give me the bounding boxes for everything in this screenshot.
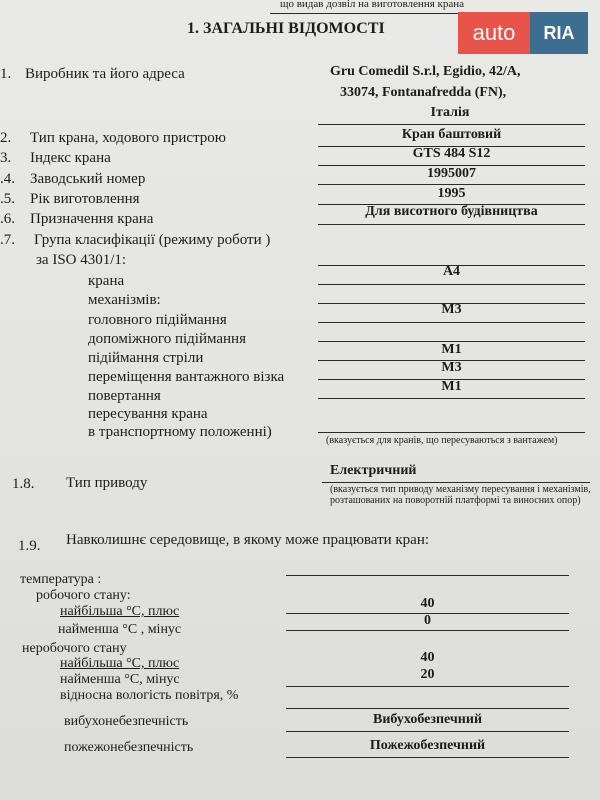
classification-standard: за ISO 4301/1: — [36, 252, 127, 268]
mechanisms-label: механізмів: — [88, 292, 161, 308]
trolley-value: М3 — [441, 360, 462, 375]
serial-value: 1995007 — [427, 166, 476, 181]
max-non-value: 40 — [420, 650, 435, 665]
item-num: .5. — [0, 191, 15, 207]
watermark-auto: auto — [458, 12, 530, 54]
slewing-value: М1 — [441, 379, 462, 394]
crane-index-value: GTS 484 S12 — [412, 146, 491, 161]
temperature-rule — [286, 575, 569, 576]
item-num: .7. — [0, 232, 15, 248]
min-work-label: найменша °С , мінус — [58, 622, 182, 637]
drive-label: Тип приводу — [66, 475, 148, 491]
nonworking-state-label: неробочого стану — [22, 641, 127, 656]
watermark-ria: RIA — [530, 12, 588, 54]
max-non-label: найбільша °С, плюс — [60, 656, 180, 671]
fire-value: Пожежобезпечний — [369, 738, 486, 753]
temperature-label: температура : — [20, 572, 102, 587]
classification-label: Група класифікації (режиму роботи ) — [34, 232, 271, 248]
top-fragment-text: що видав дозвіл на виготовлення крана — [280, 0, 465, 10]
drive-note: (вказується тип приводу механізму пересування і механізмів, розташованих на поворотній платформі та виносних опор) — [330, 484, 591, 506]
year-label: Рік виготовлення — [30, 191, 140, 207]
top-rule — [270, 13, 470, 14]
min-non-rule — [286, 686, 569, 687]
drive-value: Електричний — [330, 463, 417, 478]
min-non-value: 20 — [420, 667, 435, 682]
travel-rule — [318, 432, 585, 433]
boom-lift-label: підіймання стріли — [88, 350, 204, 366]
travel-label-2: в транспортному положенні) — [88, 424, 272, 440]
purpose-value: Для висотного будівництва — [365, 204, 538, 219]
travel-label-1: пересування крана — [88, 406, 208, 422]
min-non-label: найменша °С, мінус — [60, 672, 180, 687]
aux-lift-label: допоміжного підіймання — [88, 331, 246, 347]
humidity-rule — [286, 708, 569, 709]
slewing-rule — [318, 398, 585, 399]
year-value: 1995 — [437, 186, 466, 201]
serial-rule — [318, 184, 585, 185]
travel-note: (вказується для кранів, що пересуваються з вантажем) — [326, 435, 558, 446]
item-num: 1.9. — [18, 538, 41, 554]
explosion-label: вибухонебезпечність — [64, 714, 189, 729]
environment-label: Навколишнє середовище, в якому може працювати кран: — [66, 532, 430, 548]
manufacturer-value-line2: 33074, Fontanafredda (FN), — [340, 85, 507, 100]
fire-rule — [286, 757, 569, 758]
min-work-value: 0 — [424, 613, 431, 628]
main-lift-label: головного підіймання — [88, 312, 227, 328]
item-num: 3. — [0, 150, 12, 166]
item-num: 1. — [0, 66, 12, 82]
working-state-label: робочого стану: — [36, 588, 131, 603]
boom-lift-value: М1 — [441, 342, 462, 357]
purpose-rule — [318, 224, 585, 225]
auto-ria-watermark — [458, 12, 588, 54]
manufacturer-value-line3: Італія — [430, 105, 470, 120]
crane-type-label: Тип крана, ходового пристрою — [30, 130, 227, 146]
humidity-label: відносна вологість повітря, % — [60, 688, 239, 703]
trolley-label: переміщення вантажного візка — [88, 369, 285, 385]
item-num: .6. — [0, 211, 15, 227]
item-num: 1.8. — [12, 476, 35, 492]
serial-label: Заводський номер — [30, 171, 146, 187]
drive-rule — [322, 482, 590, 483]
item-num: .4. — [0, 171, 15, 187]
explosion-value: Вибухобезпечний — [372, 712, 483, 727]
max-work-value: 40 — [420, 596, 435, 611]
main-lift-rule — [318, 322, 585, 323]
item-num: 2. — [0, 130, 12, 146]
manufacturer-rule — [318, 124, 585, 125]
manufacturer-label: Виробник та його адреса — [25, 66, 185, 82]
crane-class-value: А4 — [442, 264, 461, 279]
min-work-rule — [286, 630, 569, 631]
crane-type-value: Кран баштовий — [401, 127, 502, 142]
explosion-rule — [286, 731, 569, 732]
fire-label: пожежонебезпечність — [64, 740, 194, 755]
main-lift-value: М3 — [441, 302, 462, 317]
max-work-label: найбільша °С, плюс — [60, 604, 180, 619]
crane-class-rule — [318, 284, 585, 285]
crane-class-label: крана — [88, 273, 125, 289]
slewing-label: повертання — [88, 388, 161, 404]
crane-index-label: Індекс крана — [30, 150, 111, 166]
section-title: 1. ЗАГАЛЬНІ ВІДОМОСТІ — [187, 20, 385, 37]
manufacturer-value-line1: Gru Comedil S.r.l, Egidio, 42/A, — [330, 64, 521, 79]
purpose-label: Призначення крана — [30, 211, 154, 227]
